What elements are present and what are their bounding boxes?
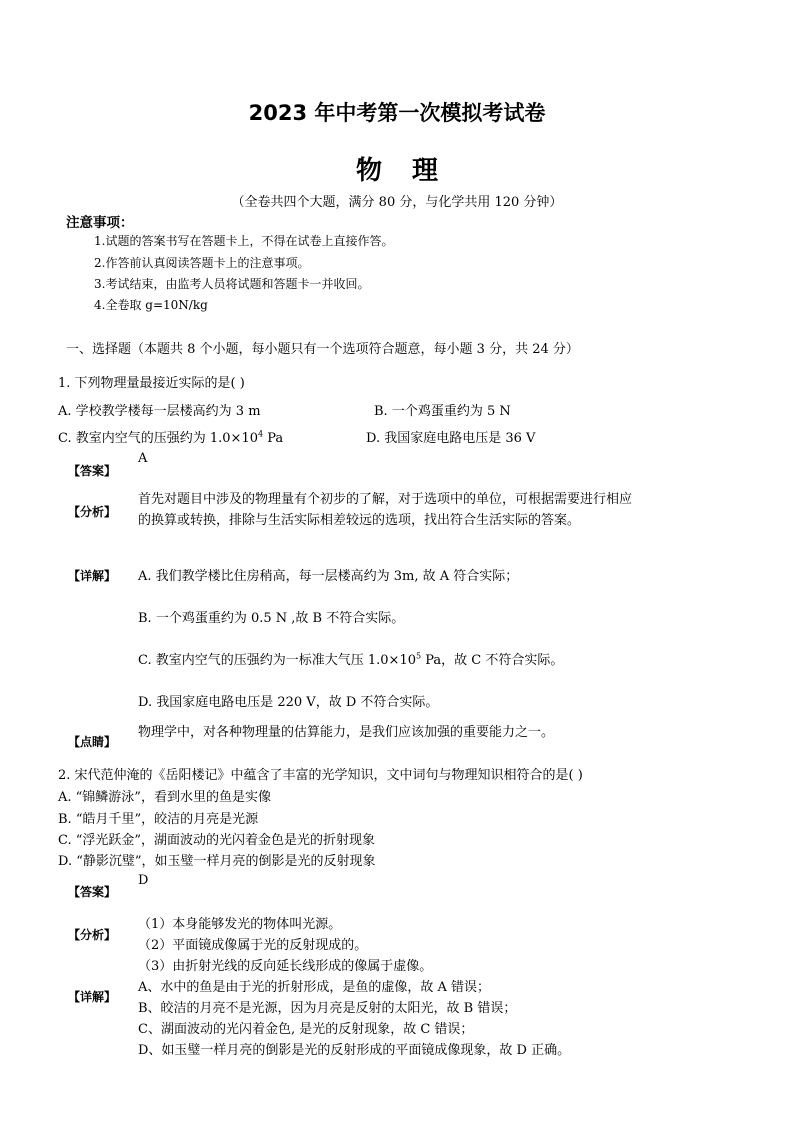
q2-option-d: D. “静影沉璧”，如玉璧一样月亮的倒影是光的反射现象 (58, 854, 376, 869)
q2-analysis-2: （2）平面镜成像属于光的反射现成的。 (138, 938, 368, 953)
q1-analysis: 首先对题目中涉及的物理量有个初步的了解，对于选项中的单位，可根据需要进行相应的换算或转换，排除与生活实际相差较远的选项，找出符合生活实际的答案。 (138, 492, 633, 528)
q1-stem: 1. 下列物理量最接近实际的是( ) (58, 376, 245, 391)
answer-tag: 【答案】 (68, 464, 117, 478)
notice-item: 1.试题的答案书写在答题卡上，不得在试卷上直接作答。 (94, 234, 394, 248)
subject-title: 物理 (355, 156, 468, 186)
q1-comment: 物理学中，对各种物理量的估算能力，是我们应该加强的重要能力之一。 (138, 725, 555, 740)
q2-option-a: A. “锦鳞游泳”，看到水里的鱼是实像 (58, 790, 271, 805)
q1-detail-b: B. 一个鸡蛋重约为 0.5 N ,故 B 不符合实际。 (138, 611, 405, 626)
q2-stem: 2. 宋代范仲淹的《岳阳楼记》中蕴含了丰富的光学知识，文中词句与物理知识相符合的是( ) (58, 768, 583, 783)
q2-detail-a: A、水中的鱼是由于光的折射形成，是鱼的虚像，故 A 错误； (138, 980, 491, 995)
section-title: 一、选择题（本题共 8 个小题，每小题只有一个选项符合题意，每小题 3 分，共 24 分） (66, 342, 579, 357)
comment-tag: 【点睛】 (68, 735, 117, 749)
detail-tag: 【详解】 (68, 990, 117, 1004)
q1-detail-d: D. 我国家庭电路电压是 220 V，故 D 不符合实际。 (138, 695, 439, 710)
analysis-tag: 【分析】 (68, 505, 117, 519)
exam-info: （全卷共四个大题，满分 80 分，与化学共用 120 分钟） (231, 195, 563, 210)
q1-detail-a: A. 我们教学楼比住房稍高，每一层楼高约为 3m, 故 A 符合实际； (138, 569, 519, 584)
answer-tag: 【答案】 (68, 885, 117, 899)
notice-item: 2.作答前认真阅读答题卡上的注意事项。 (94, 256, 310, 270)
q2-option-b: B. “皓月千里”，皎洁的月亮是光源 (58, 812, 259, 827)
q2-analysis-3: （3）由折射光线的反向延长线形成的像属于虚像。 (138, 959, 433, 974)
q1-option-d: D. 我国家庭电路电压是 36 V (366, 431, 536, 446)
q2-analysis-1: （1）本身能够发光的物体叫光源。 (138, 917, 342, 932)
q1-option-c: C. 教室内空气的压强约为 $1.0\times 10^4$ Pa (58, 429, 284, 446)
q1-detail-c: C. 教室内空气的压强约为一标准大气压 $1.0\times 10^5$ Pa，故 C 不符合实际。 (138, 651, 564, 668)
q2-answer: D (138, 873, 149, 888)
notice-item: 3.考试结束，由监考人员将试题和答题卡一并收回。 (94, 277, 370, 291)
notice-item: 4.全卷取 g=10N/kg (94, 298, 208, 312)
q2-detail-d: D、如玉璧一样月亮的倒影是光的反射形成的平面镜成像现象，故 D 正确。 (138, 1043, 571, 1058)
q2-detail-c: C、湖面波动的光闪着金色, 是光的反射现象，故 C 错误； (138, 1022, 474, 1037)
notice-heading: 注意事项： (66, 215, 134, 231)
q1-option-a: A. 学校教学楼每一层楼高约为 3 m (58, 404, 261, 419)
exam-title: 2023 年中考第一次模拟考试卷 (248, 101, 546, 125)
q1-option-b: B. 一个鸡蛋重约为 5 N (374, 404, 511, 419)
q2-option-c: C. “浮光跃金”，湖面波动的光闪着金色是光的折射现象 (58, 833, 376, 848)
detail-tag: 【详解】 (68, 569, 117, 583)
analysis-tag: 【分析】 (68, 928, 117, 942)
q2-detail-b: B、皎洁的月亮不是光源，因为月亮是反射的太阳光，故 B 错误； (138, 1001, 517, 1016)
q1-answer: A (138, 451, 148, 466)
